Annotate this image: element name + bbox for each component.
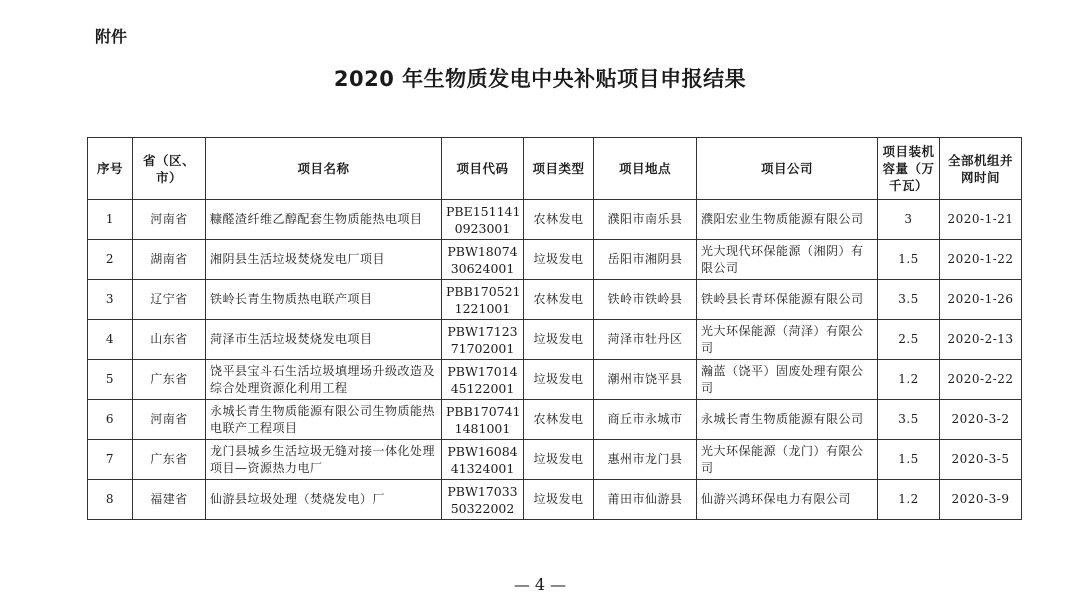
- cell-code: PBW17123 71702001: [442, 320, 524, 360]
- cell-province: 山东省: [133, 320, 206, 360]
- table-header-row: [88, 138, 1022, 200]
- cell-type: 农林发电: [524, 200, 594, 240]
- cell-province: 福建省: [133, 480, 206, 520]
- cell-capacity: 3.5: [878, 400, 940, 440]
- cell-province: 河南省: [133, 400, 206, 440]
- header-seq: 序号: [88, 138, 133, 200]
- cell-company: 铁岭县长青环保能源有限公司: [697, 280, 878, 320]
- header-name: 项目名称: [206, 138, 442, 200]
- cell-company: 光大现代环保能源（湘阴）有限公司: [697, 240, 878, 280]
- cell-location: 潮州市饶平县: [594, 360, 697, 400]
- cell-location: 莆田市仙游县: [594, 480, 697, 520]
- cell-name: 湘阴县生活垃圾焚烧发电厂项目: [206, 240, 442, 280]
- header-type: 项目类型: [524, 138, 594, 200]
- cell-code: PBB170741 1481001: [442, 400, 524, 440]
- cell-date: 2020-3-2: [940, 400, 1022, 440]
- cell-province: 广东省: [133, 440, 206, 480]
- cell-seq: 2: [88, 240, 133, 280]
- header-date: 全部机组并网时间: [940, 138, 1022, 200]
- cell-name: 菏泽市生活垃圾焚烧发电项目: [206, 320, 442, 360]
- cell-location: 商丘市永城市: [594, 400, 697, 440]
- header-code: 项目代码: [442, 138, 524, 200]
- cell-code: PBW18074 30624001: [442, 240, 524, 280]
- cell-date: 2020-1-26: [940, 280, 1022, 320]
- cell-capacity: 1.5: [878, 440, 940, 480]
- cell-code: PBW17014 45122001: [442, 360, 524, 400]
- table-row: [88, 320, 1022, 360]
- cell-company: 光大环保能源（菏泽）有限公司: [697, 320, 878, 360]
- cell-date: 2020-1-22: [940, 240, 1022, 280]
- table-row: [88, 200, 1022, 240]
- cell-capacity: 1.2: [878, 360, 940, 400]
- attachment-label: 附件: [95, 27, 128, 46]
- cell-date: 2020-3-5: [940, 440, 1022, 480]
- header-location: 项目地点: [594, 138, 697, 200]
- cell-seq: 3: [88, 280, 133, 320]
- cell-name: 饶平县宝斗石生活垃圾填埋场升级改造及综合处理资源化利用工程: [206, 360, 442, 400]
- cell-seq: 1: [88, 200, 133, 240]
- cell-code: PBB170521 1221001: [442, 280, 524, 320]
- cell-location: 菏泽市牡丹区: [594, 320, 697, 360]
- cell-seq: 5: [88, 360, 133, 400]
- table-row: [88, 480, 1022, 520]
- table-row: [88, 240, 1022, 280]
- table-row: [88, 360, 1022, 400]
- cell-name: 糠醛渣纤维乙醇配套生物质能热电项目: [206, 200, 442, 240]
- cell-seq: 7: [88, 440, 133, 480]
- cell-code: PBE151141 0923001: [442, 200, 524, 240]
- cell-province: 河南省: [133, 200, 206, 240]
- header-capacity: 项目装机容量（万千瓦）: [878, 138, 940, 200]
- cell-capacity: 1.2: [878, 480, 940, 520]
- cell-company: 永城长青生物质能源有限公司: [697, 400, 878, 440]
- table-row: [88, 280, 1022, 320]
- cell-seq: 8: [88, 480, 133, 520]
- table-row: [88, 440, 1022, 480]
- cell-company: 仙游兴鸿环保电力有限公司: [697, 480, 878, 520]
- cell-seq: 6: [88, 400, 133, 440]
- cell-date: 2020-2-22: [940, 360, 1022, 400]
- cell-type: 农林发电: [524, 280, 594, 320]
- cell-capacity: 3: [878, 200, 940, 240]
- cell-location: 惠州市龙门县: [594, 440, 697, 480]
- cell-type: 垃圾发电: [524, 480, 594, 520]
- cell-capacity: 1.5: [878, 240, 940, 280]
- results-table: [87, 137, 1022, 520]
- cell-date: 2020-1-21: [940, 200, 1022, 240]
- cell-type: 垃圾发电: [524, 320, 594, 360]
- cell-province: 广东省: [133, 360, 206, 400]
- header-province: 省（区、市）: [133, 138, 206, 200]
- table-row: [88, 400, 1022, 440]
- cell-name: 铁岭长青生物质热电联产项目: [206, 280, 442, 320]
- cell-type: 农林发电: [524, 400, 594, 440]
- document-title: 2020 年生物质发电中央补贴项目申报结果: [333, 67, 747, 91]
- cell-capacity: 2.5: [878, 320, 940, 360]
- cell-capacity: 3.5: [878, 280, 940, 320]
- cell-code: PBW17033 50322002: [442, 480, 524, 520]
- cell-province: 湖南省: [133, 240, 206, 280]
- cell-location: 铁岭市铁岭县: [594, 280, 697, 320]
- cell-company: 濮阳宏业生物质能源有限公司: [697, 200, 878, 240]
- cell-name: 永城长青生物质能源有限公司生物质能热电联产工程项目: [206, 400, 442, 440]
- cell-company: 光大环保能源（龙门）有限公司: [697, 440, 878, 480]
- cell-location: 岳阳市湘阴县: [594, 240, 697, 280]
- cell-province: 辽宁省: [133, 280, 206, 320]
- header-company: 项目公司: [697, 138, 878, 200]
- cell-date: 2020-2-13: [940, 320, 1022, 360]
- page-number: — 4 —: [513, 575, 567, 594]
- cell-code: PBW16084 41324001: [442, 440, 524, 480]
- cell-seq: 4: [88, 320, 133, 360]
- cell-location: 濮阳市南乐县: [594, 200, 697, 240]
- cell-type: 垃圾发电: [524, 440, 594, 480]
- cell-type: 垃圾发电: [524, 360, 594, 400]
- cell-type: 垃圾发电: [524, 240, 594, 280]
- cell-company: 瀚蓝（饶平）固废处理有限公司: [697, 360, 878, 400]
- cell-name: 龙门县城乡生活垃圾无缝对接一体化处理项目—资源热力电厂: [206, 440, 442, 480]
- cell-date: 2020-3-9: [940, 480, 1022, 520]
- cell-name: 仙游县垃圾处理（焚烧发电）厂: [206, 480, 442, 520]
